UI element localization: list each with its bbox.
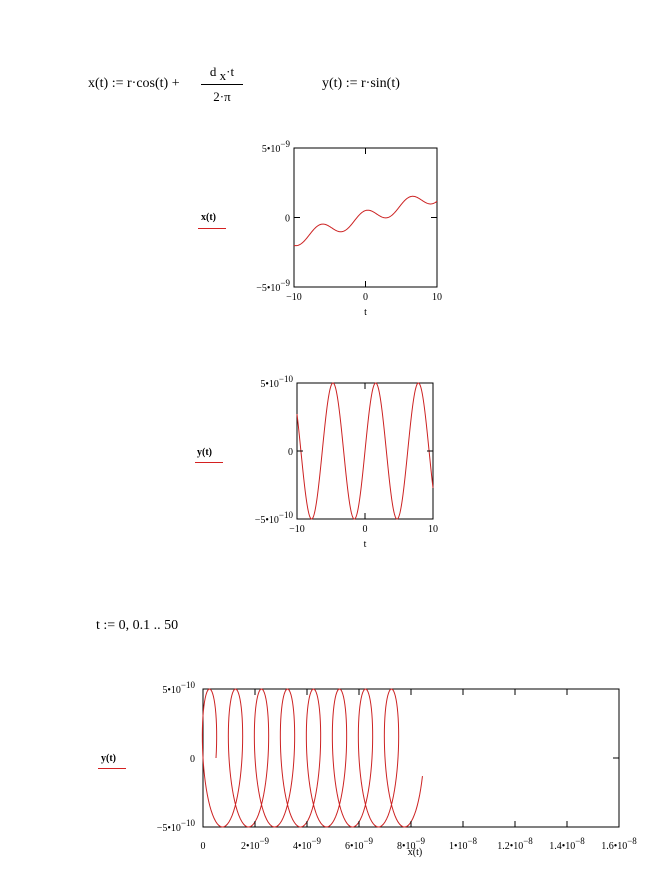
plot2-ytick-label xyxy=(288,447,293,458)
plot3-curve xyxy=(202,689,422,827)
plot1-ytick-label-exponent: −9 xyxy=(280,278,290,288)
plot2-curve xyxy=(297,383,433,519)
plot1-ytick-label xyxy=(285,214,290,225)
plot3-xtick-label-mantissa: 6•10 xyxy=(344,841,364,852)
plot3-xtick-label-mantissa: 0 xyxy=(200,841,206,852)
plot3-xtick-label-mantissa: 1.2•10 xyxy=(497,841,524,852)
plot2-ytick-label-mantissa: 0 xyxy=(288,447,293,458)
plot1-ytick-label-mantissa: 5•10 xyxy=(261,144,281,155)
plot2-xtick-label: 0 xyxy=(362,524,368,535)
plot1-xtick-label: 10 xyxy=(432,292,442,303)
plot2-ytick-label xyxy=(260,374,293,390)
plot3-xtick-label-mantissa: 8•10 xyxy=(396,841,416,852)
plot3-xlabel: x(t) xyxy=(407,847,423,858)
plot1-ytick-label-mantissa: 0 xyxy=(285,213,290,225)
plot2-ytick-label-exponent: −10 xyxy=(278,510,293,520)
plot3-ytick-label-mantissa: −5•10 xyxy=(156,823,181,834)
plot3-xtick-label-mantissa: 4•10 xyxy=(292,841,312,852)
plot3-xtick-label-mantissa: 2•10 xyxy=(240,841,260,852)
numerator-d: d xyxy=(209,64,217,79)
plot3-xtick-label-exponent: −8 xyxy=(575,836,585,846)
plot3-xtick-label xyxy=(345,836,374,852)
plot3-xtick-label-exponent: −8 xyxy=(523,836,533,846)
plot3-xtick-label-exponent: −9 xyxy=(311,836,322,846)
plot2-ytick-label-mantissa: 5•10 xyxy=(260,379,279,390)
plot2 xyxy=(297,383,433,519)
plot3-xtick-label-exponent: −8 xyxy=(467,836,478,846)
plot2-xlabel: t xyxy=(363,539,367,550)
plot3-xtick-label xyxy=(497,836,533,852)
plot3-xtick-label-mantissa: 1.4•10 xyxy=(549,841,576,852)
plot2-ytick-label-mantissa: −5•10 xyxy=(254,515,279,526)
plot3-ytick-label xyxy=(157,818,196,834)
plot3-xtick-label xyxy=(201,841,206,852)
plot3-xtick-label-mantissa: 1•10 xyxy=(448,841,468,852)
plot2-xtick-label: −10 xyxy=(289,524,305,535)
plot1-xlabel: t xyxy=(364,307,367,318)
plot1-ylabel: x(t) xyxy=(201,212,216,223)
plot3 xyxy=(202,689,619,827)
plot2-xtick-label: 10 xyxy=(428,524,438,535)
plot1-curve xyxy=(294,196,437,245)
plot3-xtick-label xyxy=(549,836,585,852)
plot3-xtick-label xyxy=(449,836,478,852)
plot1-ytick-label-exponent: −9 xyxy=(280,139,290,149)
numerator-rest: ·t xyxy=(226,64,235,79)
numerator-subscript-x: x xyxy=(219,68,227,83)
plot3-ytick-label-exponent: −10 xyxy=(180,818,195,828)
plot3-ytick-label-mantissa: 5•10 xyxy=(162,685,181,696)
plot3-xtick-label-exponent: −8 xyxy=(627,836,637,846)
plot3-xtick-label-exponent: −9 xyxy=(415,836,426,846)
plot3-xtick-label-exponent: −9 xyxy=(259,836,270,846)
plot2-ytick-label xyxy=(255,510,294,526)
plot1-xtick-label: −10 xyxy=(286,292,302,303)
plot1-ytick-label xyxy=(262,139,291,155)
plot3-xtick-label xyxy=(241,836,270,852)
plot1-frame xyxy=(294,148,437,287)
plot1-xtick-label: 0 xyxy=(363,292,368,303)
plot3-frame xyxy=(203,689,619,827)
plot3-ytick-label xyxy=(190,754,195,765)
x-definition-lhs: x(t) := r·cos(t) + xyxy=(88,76,180,91)
y-definition: y(t) := r·sin(t) xyxy=(322,76,400,91)
plot2-ylabel: y(t) xyxy=(197,447,212,458)
plot2-ytick-label-exponent: −10 xyxy=(278,374,293,384)
range-definition: t := 0, 0.1 .. 50 xyxy=(96,618,179,633)
plot3-ytick-label-mantissa: 0 xyxy=(190,754,195,765)
plot3-xtick-label xyxy=(601,836,637,852)
plot1-ytick-label-mantissa: −5•10 xyxy=(256,283,281,294)
plot1 xyxy=(294,148,437,287)
plot3-ytick-label-exponent: −10 xyxy=(180,680,195,690)
plot3-xtick-label xyxy=(293,836,322,852)
plot3-xtick-label-exponent: −9 xyxy=(363,836,374,846)
plot3-ylabel: y(t) xyxy=(101,753,116,764)
plot3-xtick-label-mantissa: 1.6•10 xyxy=(601,841,628,852)
x-definition-denominator: 2·π xyxy=(213,89,231,104)
plot3-ytick-label xyxy=(162,680,195,696)
